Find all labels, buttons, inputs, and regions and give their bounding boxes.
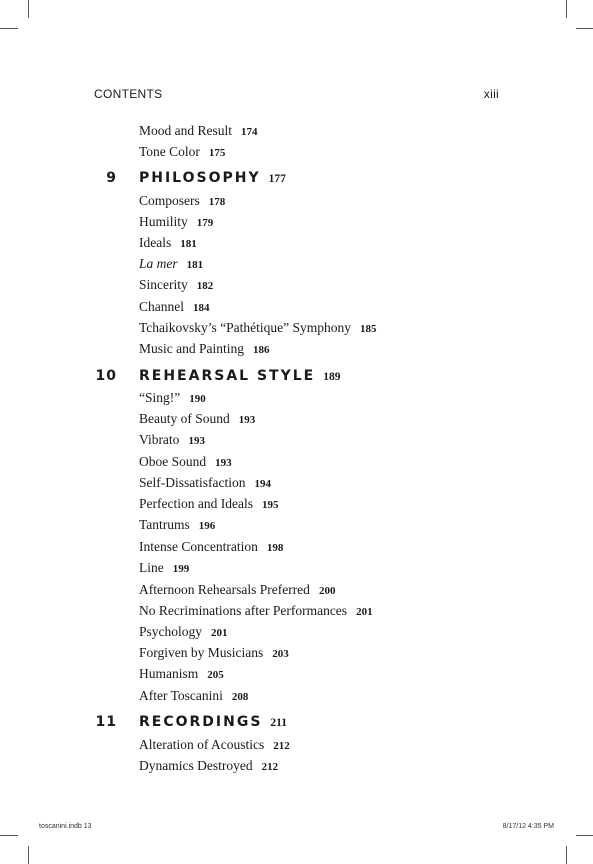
toc-entry-title: “Sing!” [139, 390, 181, 405]
toc-entry-page-number: 193 [188, 435, 205, 447]
toc-entry [139, 582, 335, 598]
chapter-title [139, 714, 287, 730]
toc-entry-title: Tantrums [139, 517, 190, 532]
toc-entry-page-number: 178 [208, 196, 226, 208]
toc-entry [139, 235, 197, 251]
running-head-title: CONTENTS [94, 87, 163, 101]
toc-entry [139, 496, 278, 512]
toc-entry-title: La mer [139, 256, 178, 271]
crop-mark-bottom-left [28, 846, 29, 864]
crop-mark-bottom-right-h [576, 835, 593, 836]
toc-entry [139, 758, 278, 774]
chapter-number: 11 [95, 714, 117, 730]
toc-entry [139, 144, 225, 160]
toc-entry-page-number: 195 [261, 499, 279, 511]
toc-entry-page-number: 182 [196, 280, 214, 292]
toc-entry [139, 688, 248, 704]
toc-entry [139, 256, 203, 272]
toc-entry [139, 277, 213, 293]
crop-mark-bottom-right [566, 846, 567, 864]
toc-entry-page-number: 181 [180, 238, 197, 250]
toc-entry [139, 390, 206, 406]
toc-entry-page-number: 201 [356, 606, 373, 618]
toc-entry-page-number: 186 [253, 344, 270, 356]
toc-entry-title: Alteration of Acoustics [139, 737, 265, 752]
toc-entry-page-number: 175 [208, 147, 226, 159]
toc-entry-page-number: 203 [272, 648, 289, 660]
footer-file-info: toscanini.indb 13 [39, 823, 92, 830]
toc-entry [139, 123, 258, 139]
running-head-page-number: xiii [483, 87, 499, 101]
chapter-number: 9 [106, 170, 117, 186]
toc-entry-page-number: 200 [318, 585, 336, 597]
toc-entry [139, 560, 189, 576]
toc-entry [139, 214, 213, 230]
chapter-title-text: RECORDINGS [139, 714, 263, 730]
toc-entry [139, 411, 255, 427]
toc-entry-page-number: 194 [254, 478, 271, 490]
crop-mark-top-right-h [576, 28, 593, 29]
toc-entry-title: Line [139, 560, 164, 575]
toc-entry-title: Music and Painting [139, 341, 244, 356]
toc-entry [139, 666, 224, 682]
toc-entry-title: Tchaikovsky’s “Pathétique” Symphony [139, 320, 352, 335]
toc-entry-title: Channel [139, 299, 184, 314]
toc-entry-page-number: 174 [241, 126, 258, 138]
toc-entry-title: Self-Dissatisfaction [139, 475, 246, 490]
toc-entry-page-number: 184 [193, 302, 210, 314]
toc-entry-title: Ideals [139, 235, 172, 250]
chapter-title [139, 368, 340, 384]
chapter-title-text: REHEARSAL STYLE [139, 368, 316, 384]
toc-entry [139, 299, 210, 315]
crop-mark-top-left-h [0, 28, 18, 29]
toc-entry [139, 603, 373, 619]
toc-entry-page-number: 185 [360, 323, 377, 335]
toc-entry-page-number: 193 [238, 414, 256, 426]
toc-entry-title: Vibrato [139, 432, 180, 447]
toc-entry [139, 475, 271, 491]
chapter-page-number: 189 [323, 371, 341, 383]
toc-entry-page-number: 190 [189, 393, 206, 405]
toc-entry-title: Tone Color [139, 144, 200, 159]
toc-entry-title: Forgiven by Musicians [139, 645, 264, 660]
toc-entry [139, 645, 289, 661]
toc-entry [139, 341, 270, 357]
toc-entry-title: Beauty of Sound [139, 411, 230, 426]
toc-entry-page-number: 199 [172, 563, 190, 575]
toc-entry-title: Intense Concentration [139, 539, 258, 554]
toc-entry-title: Afternoon Rehearsals Preferred [139, 582, 310, 597]
toc-entry-page-number: 212 [273, 740, 290, 752]
toc-entry-page-number: 193 [215, 457, 232, 469]
chapter-title [139, 170, 286, 186]
crop-mark-top-right [566, 0, 567, 18]
chapter-page-number: 211 [270, 717, 288, 729]
toc-entry-title: Psychology [139, 624, 203, 639]
toc-entry-title: Composers [139, 193, 200, 208]
toc-entry-title: After Toscanini [139, 688, 223, 703]
toc-entry-title: Oboe Sound [139, 454, 207, 469]
crop-mark-top-left [28, 0, 29, 18]
toc-entry-page-number: 179 [196, 217, 214, 229]
crop-mark-bottom-left-h [0, 835, 18, 836]
toc-entry-title: Humility [139, 214, 188, 229]
toc-entry-title: Perfection and Ideals [139, 496, 253, 511]
toc-entry [139, 737, 290, 753]
toc-entry-page-number: 196 [198, 520, 216, 532]
toc-entry [139, 193, 225, 209]
toc-entry [139, 454, 232, 470]
toc-entry-page-number: 205 [207, 669, 224, 681]
toc-entry [139, 539, 283, 555]
toc-entry [139, 517, 215, 533]
toc-entry-page-number: 208 [231, 691, 249, 703]
toc-entry-page-number: 201 [211, 627, 228, 639]
chapter-page-number: 177 [268, 173, 286, 185]
toc-entry-title: Sincerity [139, 277, 188, 292]
toc-entry-title: Humanism [139, 666, 199, 681]
footer-timestamp: 8/17/12 4:35 PM [502, 823, 554, 830]
toc-entry-page-number: 181 [186, 259, 204, 271]
toc-entry-title: No Recriminations after Performances [139, 603, 348, 618]
toc-entry [139, 432, 205, 448]
toc-entry [139, 624, 228, 640]
toc-entry-title: Mood and Result [139, 123, 232, 138]
toc-entry-page-number: 212 [261, 761, 279, 773]
toc-entry-title: Dynamics Destroyed [139, 758, 253, 773]
chapter-number: 10 [95, 368, 117, 384]
toc-entry-page-number: 198 [266, 542, 284, 554]
chapter-title-text: PHILOSOPHY [139, 170, 261, 186]
toc-entry [139, 320, 377, 336]
